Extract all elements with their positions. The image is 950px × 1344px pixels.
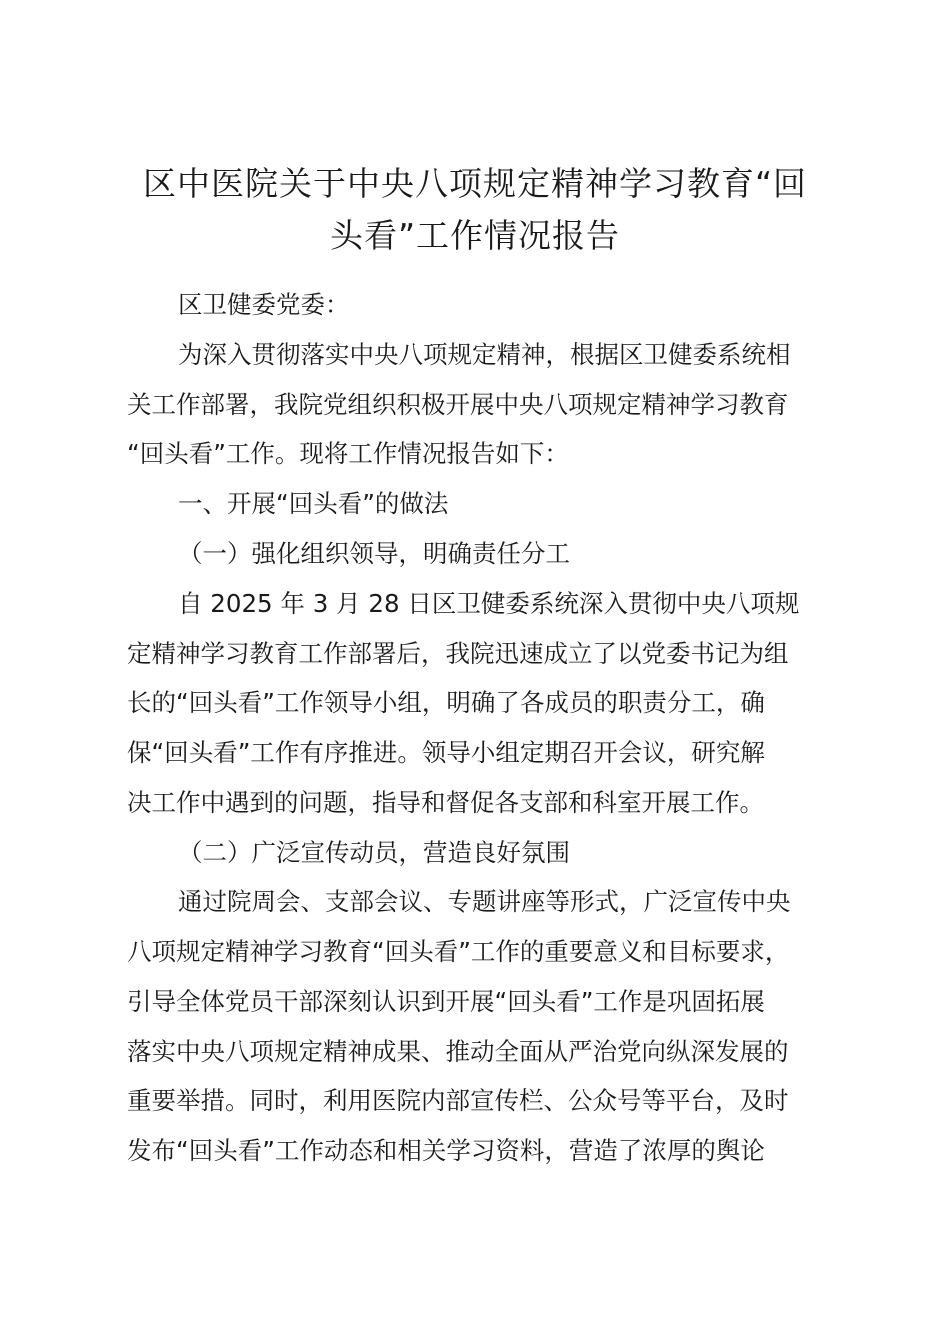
paragraph-line: 落实中央八项规定精神成果、推动全面从严治党向纵深发展的 [127,1037,789,1066]
paragraph-line: 自 2025 年 3 月 28 日区卫健委系统深入贯彻中央八项规 [178,589,800,618]
title-line-1: 区中医院关于中央八项规定精神学习教育“回 [142,164,808,203]
paragraph-line: 发布“回头看”工作动态和相关学习资料，营造了浓厚的舆论 [127,1136,765,1165]
paragraph-line: 关工作部署，我院党组织积极开展中央八项规定精神学习教育 [127,390,789,419]
paragraph-line: 引导全体党员干部深刻认识到开展“回头看”工作是巩固拓展 [127,987,765,1016]
paragraph-line: 为深入贯彻落实中央八项规定精神，根据区卫健委系统相 [178,340,791,369]
paragraph-line: “回头看”工作。现将工作情况报告如下： [127,439,569,468]
paragraph-line: 定精神学习教育工作部署后，我院迅速成立了以党委书记为组 [127,639,789,668]
section-heading: 一、开展“回头看”的做法 [178,489,449,518]
paragraph-line: 八项规定精神学习教育“回头看”工作的重要意义和目标要求， [127,937,790,966]
salutation: 区卫健委党委： [178,290,350,319]
paragraph-line: 通过院周会、支部会议、专题讲座等形式，广泛宣传中央 [178,887,791,916]
title-line-2: 头看”工作情况报告 [329,216,621,255]
paragraph-line: 保“回头看”工作有序推进。领导小组定期召开会议，研究解 [127,738,765,767]
paragraph-line: 决工作中遇到的问题，指导和督促各支部和科室开展工作。 [127,788,764,817]
document-title [110,158,840,262]
subsection-heading: （一）强化组织领导，明确责任分工 [178,539,570,568]
paragraph-line: 重要举措。同时，利用医院内部宣传栏、公众号等平台，及时 [127,1086,789,1115]
subsection-heading: （二）广泛宣传动员，营造良好氛围 [178,838,570,867]
paragraph-line: 长的“回头看”工作领导小组，明确了各成员的职责分工，确 [127,688,765,717]
